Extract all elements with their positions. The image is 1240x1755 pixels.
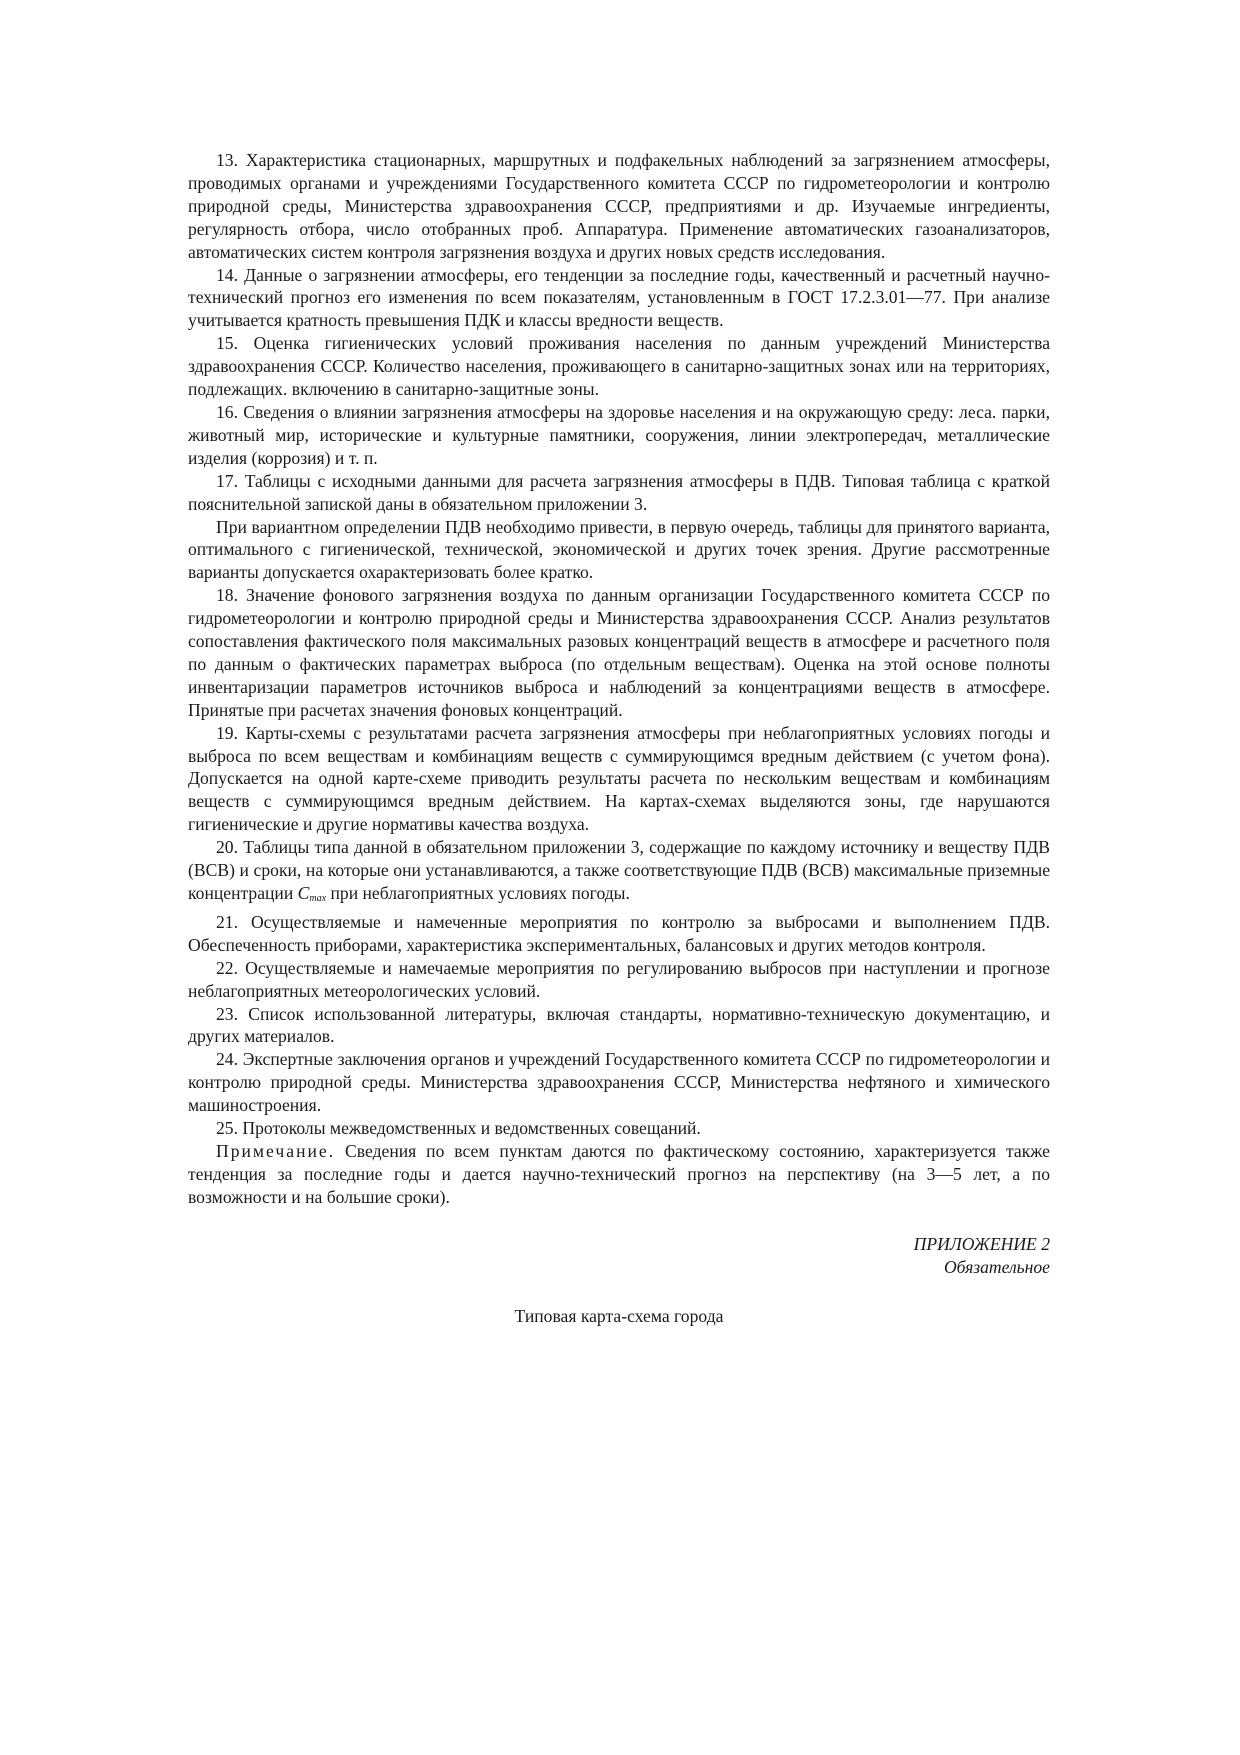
- paragraph-23: 23. Список использованной литературы, включая стандарты, нормативно-техническую документацию, и других материалов.: [188, 1003, 1050, 1047]
- appendix-status: Обязательное: [943, 1256, 1050, 1277]
- figure-title: Типовая карта-схема города: [514, 1305, 724, 1326]
- paragraph-25: 25. Протоколы межведомственных и ведомственных совещаний.: [216, 1118, 701, 1139]
- paragraph-20-text-b: при неблагоприятных условиях погоды.: [326, 883, 630, 903]
- paragraph-21: 21. Осуществляемые и намеченные мероприятия по контролю за выбросами и выполнением ПДВ. Обеспеченность приборами, характеристика экспериментальных, балансовых и других методов контроля.: [188, 911, 1050, 955]
- c-max-subscript: max: [309, 893, 327, 904]
- note-text: Сведения по всем пунктам даются по фактическому состоянию, характеризуется также тенденция за последние годы и дается научно-технический прогноз на перспективу (на 3—5 лет, а по возможности и на большие сроки).: [188, 1140, 1050, 1207]
- paragraph-17-variant: При вариантном определении ПДВ необходимо привести, в первую очередь, таблицы для принятого варианта, оптимального с гигиенической, технической, экономической и других точек зрения. Другие рассмотренные варианты допускается охарактеризовать более кратко.: [188, 516, 1050, 583]
- paragraph-15: 15. Оценка гигиенических условий проживания населения по данным учреждений Министерства здравоохранения СССР. Количество населения, проживающего в санитарно-защитных зонах или на территориях, подлежащих. включению в санитарно-защитные зоны.: [188, 333, 1050, 400]
- document-page: [188, 149, 1050, 1327]
- note-paragraph: [188, 1140, 1050, 1209]
- note-label: Примечание.: [216, 1140, 336, 1161]
- paragraph-18: 18. Значение фонового загрязнения воздуха по данным организации Государственного комитета СССР по гидрометеорологии и контролю природной среды и Министерства здравоохранения СССР. Анализ результатов сопоставления фактического поля максимальных разовых концентраций веществ в атмосфере и расчетного поля по данным о фактических параметрах выброса (по отдельным веществам). Оценка на этой основе полноты инвентаризации параметров источников выброса и наблюдений за концентрациями веществ в атмосфере. Принятые при расчетах значения фоновых концентраций.: [188, 585, 1050, 720]
- paragraph-22: 22. Осуществляемые и намечаемые мероприятия по регулированию выбросов при наступлении и прогнозе неблагоприятных метеорологических условий.: [188, 957, 1050, 1001]
- appendix-title: ПРИЛОЖЕНИЕ 2: [913, 1233, 1050, 1254]
- c-max-symbol: C: [297, 883, 310, 903]
- paragraph-19: 19. Карты-схемы с результатами расчета загрязнения атмосферы при неблагоприятных условиях погоды и выброса по всем веществам и комбинациям веществ с суммирующимся вредным действием (с учетом фона). Допускается на одной карте-схеме приводить результаты расчета по нескольким веществам и комбинациям веществ с суммирующимся вредным действием. На картах-схемах выделяются зоны, где нарушаются гигиенические и другие нормативы качества воздуха.: [188, 722, 1050, 835]
- paragraph-20-text-a: 20. Таблицы типа данной в обязательном приложении 3, содержащие по каждому источнику и веществу ПДВ (ВСВ) и сроки, на которые они устанавливаются, а также соответствующие ПДВ (ВСВ) максимальные приземные концентрации: [188, 837, 1050, 903]
- paragraph-14: 14. Данные о загрязнении атмосферы, его тенденции за последние годы, качественный и расчетный научно-технический прогноз его изменения по всем показателям, установленным в ГОСТ 17.2.3.01—77. При анализе учитывается кратность превышения ПДК и классы вредности веществ.: [188, 264, 1050, 331]
- paragraph-16: 16. Сведения о влиянии загрязнения атмосферы на здоровье населения и на окружающую среду: леса. парки, животный мир, исторические и культурные памятники, сооружения, линии электропередач, металлические изделия (коррозия) и т. п.: [188, 401, 1050, 468]
- paragraph-17: 17. Таблицы с исходными данными для расчета загрязнения атмосферы в ПДВ. Типовая таблица с краткой пояснительной запиской даны в обязательном приложении 3.: [188, 470, 1050, 514]
- paragraph-13: 13. Характеристика стационарных, маршрутных и подфакельных наблюдений за загрязнением атмосферы, проводимых органами и учреждениями Государственного комитета СССР по гидрометеорологии и контролю природной среды, Министерства здравоохранения СССР, предприятиями и др. Изучаемые ингредиенты, регулярность отбора, число отобранных проб. Аппаратура. Применение автоматических газоанализаторов, автоматических систем контроля загрязнения воздуха и других новых средств исследования.: [188, 150, 1050, 262]
- paragraph-24: 24. Экспертные заключения органов и учреждений Государственного комитета СССР по гидрометеорологии и контролю природной среды. Министерства здравоохранения СССР, Министерства нефтяного и химического машиностроения.: [188, 1049, 1050, 1116]
- paragraph-20: [188, 836, 1050, 911]
- appendix-header: [188, 1233, 1050, 1279]
